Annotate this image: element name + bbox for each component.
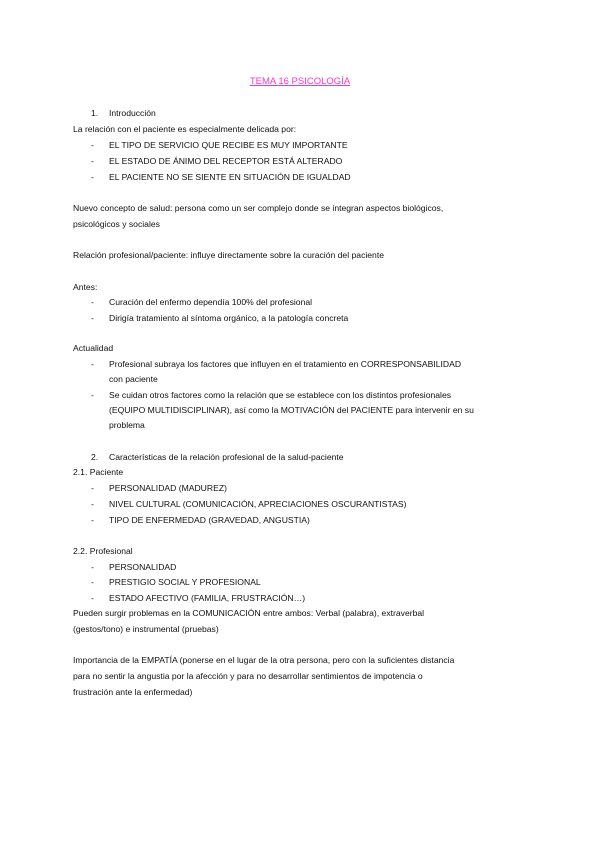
concept-line: psicológicos y sociales [73,219,160,229]
profesional-item: ESTADO AFECTIVO (FAMILIA, FRUSTRACIÓN…) [109,593,306,603]
antes-item: Dirigía tratamiento al síntoma orgánico, a la patología concreta [109,313,349,323]
profesional-item: PRESTIGIO SOCIAL Y PROFESIONAL [109,577,261,587]
bullet-dash: - [91,593,94,603]
page-title: TEMA 16 PSICOLOGÍA [249,76,351,87]
bullet-dash: - [91,297,94,307]
bullet-dash: - [91,140,94,150]
antes-label: Antes: [73,282,98,292]
concept-line: Nuevo concepto de salud: persona como un ser complejo donde se integran aspectos biológicos, [73,203,444,213]
empatia-line: Importancia de la EMPATÍA (ponerse en el lugar de la otra persona, pero con la suficientes distancia [73,655,455,665]
empatia-line: para no sentir la angustia por la afección y para no desarrollar sentimientos de impotencia o [73,671,423,681]
actualidad-item: Se cuidan otros factores como la relación que se establece con los distintos profesionales [109,390,452,400]
profesional-item: PERSONALIDAD [109,562,177,572]
bullet-dash: - [91,390,94,400]
bullet-dash: - [91,359,94,369]
problemas-line: Pueden surgir problemas en la COMUNICACIÓN entre ambos: Verbal (palabra), extraverbal [73,608,425,618]
intro-item: EL TIPO DE SERVICIO QUE RECIBE ES MUY IMPORTANTE [109,140,348,150]
empatia-line: frustración ante la enfermedad) [73,687,193,697]
bullet-dash: - [91,156,94,166]
actualidad-label: Actualidad [73,343,114,353]
intro-item: EL ESTADO DE ÁNIMO DEL RECEPTOR ESTÁ ALTERADO [109,156,343,166]
paciente-item: TIPO DE ENFERMEDAD (GRAVEDAD, ANGUSTIA) [109,515,310,525]
bullet-dash: - [91,172,94,182]
section-2-heading: Características de la relación profesional de la salud-paciente [109,452,344,462]
actualidad-item: con paciente [109,374,158,384]
intro-item: EL PACIENTE NO SE SIENTE EN SITUACIÓN DE IGUALDAD [109,172,351,182]
section-2-number: 2. [91,452,99,462]
antes-item: Curación del enfermo dependía 100% del profesional [109,297,313,307]
intro-lead: La relación con el paciente es especialmente delicada por: [73,124,297,134]
paciente-item: NIVEL CULTURAL (COMUNICACIÓN, APRECIACIONES OSCURANTISTAS) [109,499,407,509]
paciente-item: PERSONALIDAD (MADUREZ) [109,483,227,493]
section-1-heading: Introducción [109,108,156,118]
bullet-dash: - [91,577,94,587]
bullet-dash: - [91,562,94,572]
bullet-dash: - [91,313,94,323]
relation-line: Relación profesional/paciente: influye directamente sobre la curación del paciente [73,250,384,260]
problemas-line: (gestos/tono) e instrumental (pruebas) [73,624,219,634]
section-1-number: 1. [91,108,99,118]
profesional-label: 2.2. Profesional [73,546,133,556]
actualidad-item: Profesional subraya los factores que influyen en el tratamiento en CORRESPONSABILIDAD [109,359,462,369]
paciente-label: 2.1. Paciente [73,467,124,477]
bullet-dash: - [91,483,94,493]
actualidad-item: (EQUIPO MULTIDISCIPLINAR), así como la MOTIVACIÓN del PACIENTE para intervenir en su [109,405,474,415]
bullet-dash: - [91,499,94,509]
actualidad-item: problema [109,420,145,430]
bullet-dash: - [91,515,94,525]
